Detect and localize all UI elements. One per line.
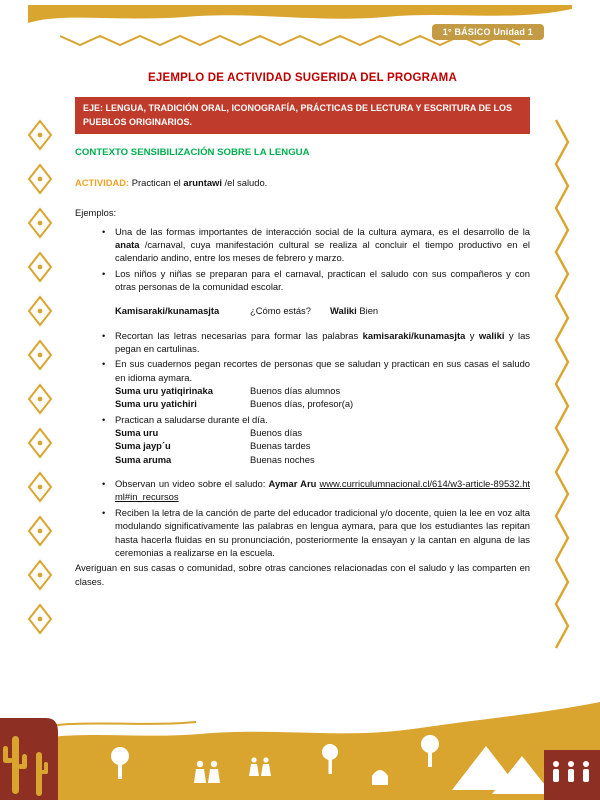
eje-banner: EJE: LENGUA, TRADICIÓN ORAL, ICONOGRAFÍA, PRÁCTICAS DE LECTURA Y ESCRITURA DE LOS PUEBLOS ORIGINARIOS. <box>75 97 530 134</box>
phrase-aymara: Suma uru yatiqirinaka <box>115 385 213 397</box>
bullet-preparacion: • Los niños y niñas se preparan para el carnaval, practican el saludo con sus compañeros y con otras personas de la comunidad escolar. <box>115 267 530 294</box>
ejemplos-label: Ejemplos: <box>75 207 117 219</box>
phrase-row <box>115 439 530 452</box>
figures-panel <box>544 750 600 800</box>
bold-term: waliki <box>478 329 505 341</box>
text-run: /carnaval, cuya manifestación cultural se realiza al concluir el tiempo productivo en el calendario andino, entre los meses de febrero y marzo. <box>115 238 530 264</box>
text-run: Recortan las letras necesarias para formar las palabras <box>115 329 363 341</box>
bullet-recortan <box>115 329 530 356</box>
bullet-video <box>115 477 530 504</box>
right-border-decoration <box>550 118 574 658</box>
document-content <box>75 70 530 588</box>
mountain-icon <box>452 746 552 794</box>
bold-term: Aymar Aru <box>268 478 320 490</box>
bullet-saludo-dia <box>115 413 530 466</box>
phrase-aymara: Suma uru yatichiri <box>115 398 197 410</box>
cactus-panel <box>0 718 58 800</box>
greeting-reply <box>330 304 530 317</box>
example-list <box>75 225 530 560</box>
unit-badge: 1° BÁSICO Unidad 1 <box>432 24 544 40</box>
actividad-label: ACTIVIDAD: <box>75 176 130 188</box>
bottom-landscape-decoration <box>0 680 600 800</box>
actividad-line <box>75 176 530 189</box>
bold-term: aruntawi <box>183 176 222 188</box>
text-run: En sus cuadernos pegan recortes de personas que se saludan y practican en sus casas el saludo en idioma aymara. <box>115 358 530 383</box>
greeting-row <box>115 304 530 317</box>
phrase-aymara: Suma aruma <box>115 453 172 465</box>
text-run: y <box>465 329 479 341</box>
bullet-carnaval <box>115 225 530 265</box>
phrase-aymara: Suma uru <box>115 427 159 439</box>
phrase-spanish: Buenos días, profesor(a) <box>250 398 354 410</box>
text-run: /el saludo. <box>221 176 268 188</box>
left-border-decoration <box>26 118 54 658</box>
greeting-spanish: ¿Cómo estás? <box>250 305 311 317</box>
text-run: Una de las formas importantes de interacción social de la cultura aymara, es el desarrollo de la <box>115 225 530 237</box>
phrase-row <box>115 397 530 410</box>
text-run: Practican a saludarse durante el día. <box>115 413 268 425</box>
phrase-spanish: Buenos días <box>250 427 303 439</box>
bold-term: Waliki <box>330 305 357 317</box>
phrase-row <box>115 453 530 466</box>
figure-icon <box>553 761 589 782</box>
bold-term: anata <box>115 238 140 250</box>
tree-icon <box>111 735 439 779</box>
text-run: Bien <box>356 305 379 317</box>
text-run: y las pegan en cartulinas. <box>115 329 530 355</box>
text-run: Practican el <box>129 176 184 188</box>
people-icon <box>194 757 271 783</box>
page-title: EJEMPLO DE ACTIVIDAD SUGERIDA DEL PROGRAMA <box>148 72 457 84</box>
phrase-spanish: Buenas tardes <box>250 440 311 452</box>
bullet-cuadernos <box>115 357 530 410</box>
cactus-icon <box>3 736 48 796</box>
contexto-heading: CONTEXTO SENSIBILIZACIÓN SOBRE LA LENGUA <box>75 147 310 159</box>
bold-term: kamisaraki/kunamasjta <box>362 329 466 341</box>
text-run: Observan un video sobre el saludo: <box>115 478 269 490</box>
phrase-spanish: Buenos días alumnos <box>250 385 341 397</box>
greeting-aymara: Kamisaraki/kunamasjta <box>115 305 220 317</box>
phrase-row <box>115 426 530 439</box>
phrase-aymara: Suma jayp´u <box>115 440 171 452</box>
bullet-cancion: • Reciben la letra de la canción de parte del educador tradicional y/o docente, quien la lee en voz alta modulando significativamente las palabras en lengua aymara, para que los estudiantes las repitan hasta hacerla fluidas en su pronunciación, posteriormente la ensayan y la cantan en alguna de las ceremonias a realizarse en la escuela. <box>115 506 530 559</box>
curriculum-link[interactable]: www.curriculumnacional.cl/614/w3-article-89532.html#in_recursos <box>115 478 531 503</box>
phrase-row <box>115 384 530 397</box>
closing-paragraph: Averiguan en sus casas o comunidad, sobre otras canciones relacionadas con el saludo y las comparten en clases. <box>75 562 530 587</box>
phrase-spanish: Buenas noches <box>250 453 315 465</box>
house-icon <box>372 770 388 785</box>
